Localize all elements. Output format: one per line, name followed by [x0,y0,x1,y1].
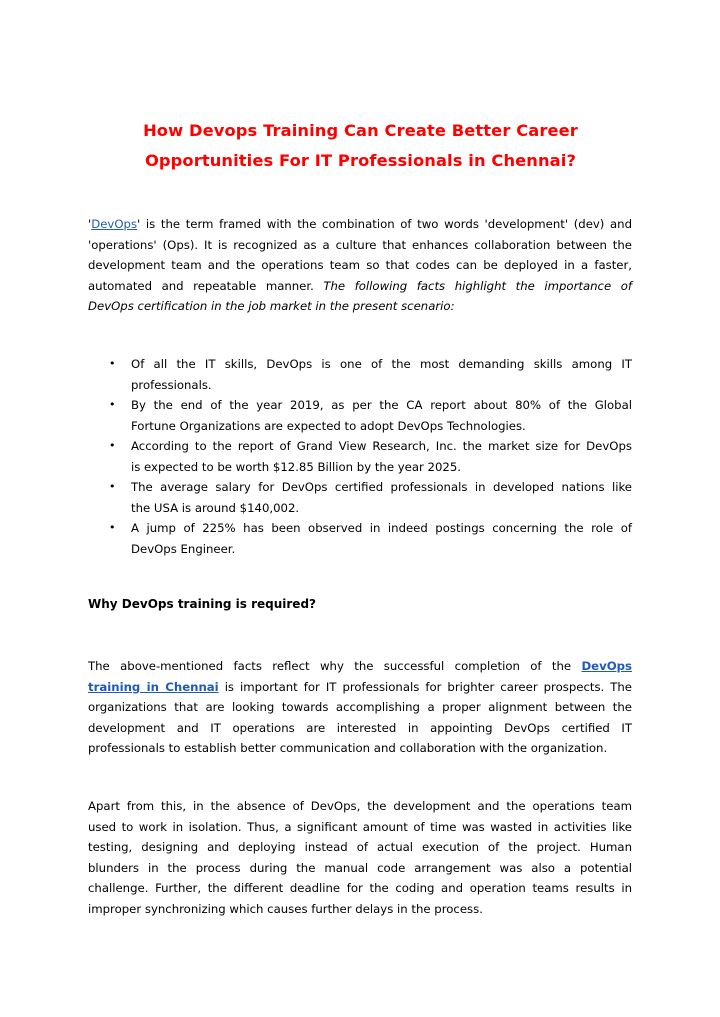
isolation-paragraph [88,796,632,919]
devops-link[interactable]: DevOps [91,217,138,231]
bullet-icon: • [109,357,116,370]
training-line-2-text: is important for IT professionals for brighter career prospects. The [224,679,632,694]
bullet-2-line-1: By the end of the year 2019, as per the CA report about 80% of the Global [131,398,632,412]
bullet-4-line-1: The average salary for DevOps certified professionals in developed nations like [131,480,632,494]
intro-line-2: 'operations' (Ops). It is recognized as a culture that enhances collaboration between the [88,237,632,252]
bullet-1-line-2: professionals. [131,377,212,392]
bullet-4-line-2: the USA is around $140,002. [131,500,300,515]
isolation-line-3: testing, designing and deploying instead of actual execution of the project. Human [88,840,632,854]
intro-line-5-italic: DevOps certification in the job market in the present scenario: [88,299,455,313]
title-line-2: Opportunities For IT Professionals in Chennai? [144,151,576,170]
intro-line-1 [88,214,632,235]
intro-line-4-text: automated and repeatable manner. [88,278,314,293]
training-line-5: professionals to establish better communication and collaboration with the organization. [88,741,608,755]
intro-line-4-italic: The following facts highlight the importance of [323,278,632,293]
bullet-icon: • [109,521,116,534]
intro-paragraph [88,214,632,317]
intro-line-3: development team and the operations team so that codes can be deployed in a faster, [88,258,632,272]
bullet-5-line-2: DevOps Engineer. [131,541,236,556]
bullet-1-line-1: Of all the IT skills, DevOps is one of the most demanding skills among IT [131,357,632,371]
isolation-line-5: challenge. Further, the different deadline for the coding and operation teams results in [88,881,632,895]
bullet-icon: • [109,398,116,411]
facts-list [88,354,632,559]
bullet-5-line-1: A jump of 225% has been observed in indeed postings concerning the role of [131,521,632,535]
list-item [88,436,632,477]
bullet-3-line-1: According to the report of Grand View Research, Inc. the market size for DevOps [131,439,632,453]
devops-training-link-part-2[interactable]: training in Chennai [88,679,219,694]
devops-training-link-part-1[interactable]: DevOps [581,659,632,673]
bullet-2-line-2: Fortune Organizations are expected to adopt DevOps Technologies. [131,418,526,433]
training-paragraph [88,656,632,759]
intro-line-4 [88,276,632,297]
isolation-line-2: used to work in isolation. Thus, a significant amount of time was wasted in activities like [88,819,632,834]
list-item [88,354,632,395]
training-line-1-text: The above-mentioned facts reflect why the successful completion of the [88,659,572,673]
quote-mark: ' [88,217,92,231]
isolation-line-6: improper synchronizing which causes further delays in the process. [88,901,483,916]
training-line-1 [88,656,632,677]
training-line-2 [88,677,632,698]
intro-line-5 [88,296,632,317]
page-title [88,116,633,176]
isolation-line-1: Apart from this, in the absence of DevOps, the development and the operations team [88,799,632,813]
list-item [88,518,632,559]
section-heading: Why DevOps training is required? [88,597,316,611]
intro-line-1-text: ' is the term framed with the combination of two words 'development' (dev) and [137,217,632,231]
bullet-icon: • [109,480,116,493]
training-line-4: development and IT operations are interested in appointing DevOps certified IT [88,720,632,735]
title-line-1: How Devops Training Can Create Better Career [143,121,578,140]
isolation-line-4: blunders in the process during the manual code arrangement was also a potential [88,860,632,875]
bullet-icon: • [109,439,116,452]
bullet-3-line-2: is expected to be worth $12.85 Billion by the year 2025. [131,459,461,474]
list-item [88,395,632,436]
list-item [88,477,632,518]
training-line-3: organizations that are looking towards accomplishing a proper alignment between the [88,700,632,714]
